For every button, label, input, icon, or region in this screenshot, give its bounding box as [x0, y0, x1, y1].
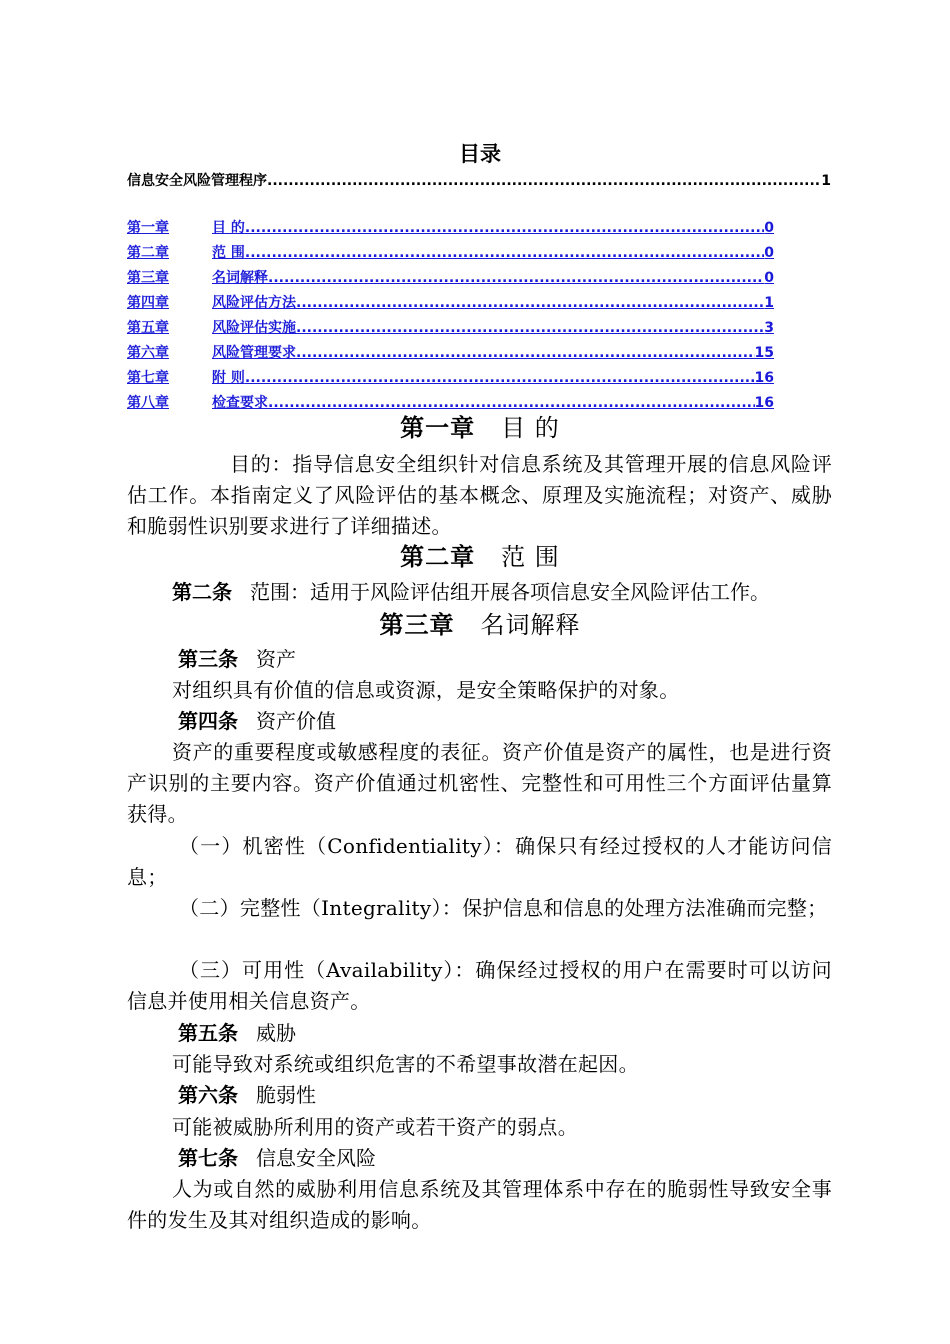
- article-title: 资产: [256, 647, 296, 671]
- toc-leader: [245, 219, 764, 237]
- toc-chapter-num: 第四章: [127, 295, 169, 311]
- toc-chapter-num: 第七章: [127, 370, 169, 386]
- toc-chapter-num: 第八章: [127, 395, 169, 411]
- article-number: 第七条: [178, 1146, 238, 1170]
- article-number: 第四条: [178, 709, 238, 733]
- chapter-name: 目 的: [501, 414, 560, 442]
- toc-leader: [296, 319, 764, 337]
- toc-chapter-title: 风险管理要求: [212, 345, 296, 361]
- article-title: 资产价值: [256, 709, 336, 733]
- toc-chapter-page: 0: [764, 245, 774, 261]
- toc-chapter-title: 附 则: [212, 370, 245, 386]
- article-4: [178, 706, 336, 737]
- chapter-number: 第一章: [400, 414, 476, 442]
- asset-value-item-integrality: （二）完整性（Integrality）：保护信息和信息的处理方法准确而完整；: [179, 896, 828, 920]
- article-text: 范围：适用于风险评估组开展各项信息安全风险评估工作。: [250, 580, 770, 604]
- asset-value-item-availability: （三）可用性（Availability）：确保经过授权的用户在需要时可以访问信息并使用相关信息资产。: [127, 958, 832, 1013]
- toc-chapter-title: 风险评估方法: [212, 295, 296, 311]
- toc-chapter-page: 15: [754, 345, 774, 361]
- article-number: 第三条: [178, 647, 238, 671]
- toc-chapter-page: 16: [754, 395, 774, 411]
- article-6: [178, 1080, 316, 1111]
- chapter-name: 名词解释: [480, 611, 581, 639]
- article-5-definition: 可能导致对系统或组织危害的不希望事故潜在起因。: [172, 1052, 639, 1076]
- toc-main-label: 信息安全风险管理程序: [127, 173, 267, 189]
- toc-leader: [268, 269, 764, 287]
- toc-leader: [296, 294, 764, 312]
- toc-title: 目录: [459, 142, 501, 166]
- toc-main-entry[interactable]: [127, 172, 831, 190]
- article-6-definition: 可能被威胁所利用的资产或若干资产的弱点。: [172, 1115, 578, 1139]
- toc-link-chapter-5[interactable]: [127, 319, 774, 337]
- toc-chapter-page: 1: [764, 295, 774, 311]
- article-7: [178, 1143, 376, 1174]
- asset-value-item-confidentiality: （一）机密性（Confidentiality）：确保只有经过授权的人才能访问信息；: [127, 834, 832, 889]
- toc-link-chapter-7[interactable]: [127, 369, 774, 387]
- article-title: 脆弱性: [256, 1083, 316, 1107]
- article-number: 第二条: [172, 580, 232, 604]
- article-4-definition: 资产的重要程度或敏感程度的表征。资产价值是资产的属性，也是进行资产识别的主要内容。资产价值通过机密性、完整性和可用性三个方面评估量算获得。: [127, 740, 832, 826]
- chapter-1-heading: [0, 413, 950, 443]
- toc-chapter-num: 第三章: [127, 270, 169, 286]
- toc-chapter-page: 0: [764, 220, 774, 236]
- toc-leader: [267, 172, 821, 190]
- toc-chapter-title: 范 围: [212, 245, 245, 261]
- toc-chapter-title: 目 的: [212, 220, 245, 236]
- article-3: [178, 644, 296, 675]
- toc-link-chapter-3[interactable]: [127, 269, 774, 287]
- chapter-3-heading: [0, 610, 950, 640]
- toc-chapter-title: 风险评估实施: [212, 320, 296, 336]
- article-7-definition: 人为或自然的威胁利用信息系统及其管理体系中存在的脆弱性导致安全事件的发生及其对组织造成的影响。: [127, 1177, 832, 1232]
- article-5: [178, 1018, 296, 1049]
- toc-leader: [245, 369, 755, 387]
- toc-link-chapter-1[interactable]: [127, 219, 774, 237]
- toc-main-page: 1: [821, 173, 831, 189]
- article-number: 第五条: [178, 1021, 238, 1045]
- toc-chapter-num: 第一章: [127, 220, 169, 236]
- chapter-2-heading: [0, 542, 950, 572]
- toc-leader: [268, 394, 755, 412]
- toc-chapter-page: 0: [764, 270, 774, 286]
- toc-link-chapter-6[interactable]: [127, 344, 774, 362]
- chapter-number: 第二章: [400, 543, 476, 571]
- chapter-name: 范 围: [501, 543, 560, 571]
- chapter-number: 第三章: [379, 611, 455, 639]
- toc-chapter-page: 16: [754, 370, 774, 386]
- article-3-definition: 对组织具有价值的信息或资源，是安全策略保护的对象。: [172, 678, 680, 702]
- toc-leader: [245, 244, 764, 262]
- toc-link-chapter-8[interactable]: [127, 394, 774, 412]
- toc-chapter-num: 第五章: [127, 320, 169, 336]
- toc-chapter-title: 名词解释: [212, 270, 268, 286]
- chapter-1-purpose-paragraph: 目的：指导信息安全组织针对信息系统及其管理开展的信息风险评估工作。本指南定义了风险评估的基本概念、原理及实施流程；对资产、威胁和脆弱性识别要求进行了详细描述。: [127, 452, 832, 538]
- toc-chapter-num: 第二章: [127, 245, 169, 261]
- toc-chapter-num: 第六章: [127, 345, 169, 361]
- toc-chapter-title: 检查要求: [212, 395, 268, 411]
- article-2: [172, 577, 770, 608]
- toc-chapter-page: 3: [764, 320, 774, 336]
- article-title: 威胁: [256, 1021, 296, 1045]
- toc-link-chapter-4[interactable]: [127, 294, 774, 312]
- toc-link-chapter-2[interactable]: [127, 244, 774, 262]
- toc-leader: [296, 344, 755, 362]
- article-number: 第六条: [178, 1083, 238, 1107]
- article-title: 信息安全风险: [256, 1146, 376, 1170]
